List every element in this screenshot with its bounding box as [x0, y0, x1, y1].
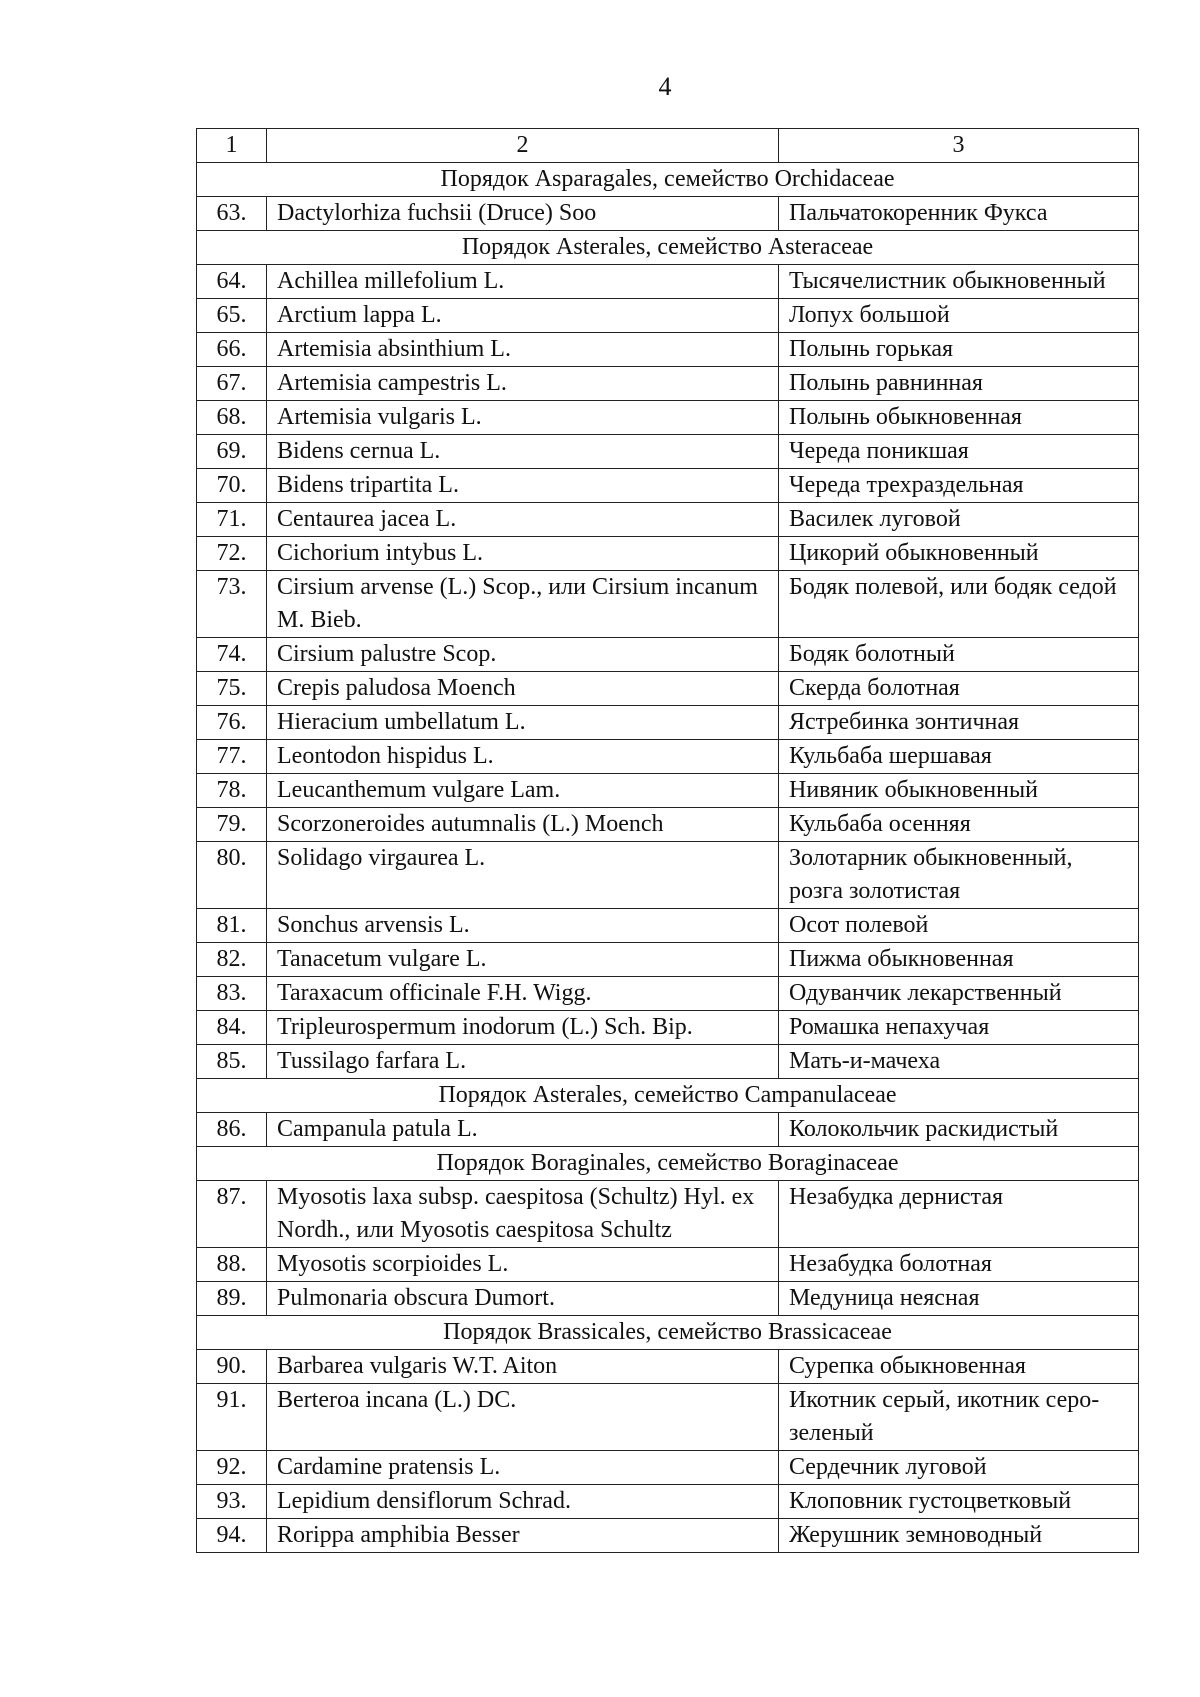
russian-name: Бодяк полевой, или бодяк седой	[779, 571, 1139, 638]
table-row	[197, 638, 1139, 672]
latin-name: Cirsium arvense (L.) Scop., или Cirsium incanum M. Bieb.	[267, 571, 779, 638]
row-number: 72.	[197, 537, 267, 571]
row-number: 63.	[197, 197, 267, 231]
russian-name: Василек луговой	[779, 503, 1139, 537]
row-number: 84.	[197, 1011, 267, 1045]
russian-name: Осот полевой	[779, 909, 1139, 943]
latin-name: Taraxacum officinale F.H. Wigg.	[267, 977, 779, 1011]
table-row	[197, 571, 1139, 638]
column-header-russian-name: 3	[779, 129, 1139, 163]
latin-name: Myosotis laxa subsp. caespitosa (Schultz) Hyl. ex Nordh., или Myosotis caespitosa Schultz	[267, 1181, 779, 1248]
latin-name: Cirsium palustre Scop.	[267, 638, 779, 672]
table-row	[197, 1350, 1139, 1384]
table-group-row	[197, 1147, 1139, 1181]
russian-name: Медуница неясная	[779, 1282, 1139, 1316]
row-number: 65.	[197, 299, 267, 333]
table-row	[197, 265, 1139, 299]
row-number: 80.	[197, 842, 267, 909]
russian-name: Тысячелистник обыкновенный	[779, 265, 1139, 299]
row-number: 66.	[197, 333, 267, 367]
row-number: 77.	[197, 740, 267, 774]
russian-name: Незабудка болотная	[779, 1248, 1139, 1282]
table-row	[197, 333, 1139, 367]
latin-name: Artemisia vulgaris L.	[267, 401, 779, 435]
latin-name: Centaurea jacea L.	[267, 503, 779, 537]
latin-name: Scorzoneroides autumnalis (L.) Moench	[267, 808, 779, 842]
table-row	[197, 706, 1139, 740]
row-number: 76.	[197, 706, 267, 740]
row-number: 83.	[197, 977, 267, 1011]
latin-name: Campanula patula L.	[267, 1113, 779, 1147]
russian-name: Одуванчик лекарственный	[779, 977, 1139, 1011]
latin-name: Barbarea vulgaris W.T. Aiton	[267, 1350, 779, 1384]
table-row	[197, 1451, 1139, 1485]
table-row	[197, 537, 1139, 571]
table-row	[197, 1011, 1139, 1045]
table-group-row	[197, 1316, 1139, 1350]
russian-name: Сурепка обыкновенная	[779, 1350, 1139, 1384]
species-table	[196, 128, 1139, 1553]
latin-name: Berteroa incana (L.) DC.	[267, 1384, 779, 1451]
table-row	[197, 1181, 1139, 1248]
row-number: 70.	[197, 469, 267, 503]
row-number: 81.	[197, 909, 267, 943]
row-number: 92.	[197, 1451, 267, 1485]
table-row	[197, 401, 1139, 435]
row-number: 74.	[197, 638, 267, 672]
russian-name: Икотник серый, икотник серо-зеленый	[779, 1384, 1139, 1451]
russian-name: Пижма обыкновенная	[779, 943, 1139, 977]
table-header-row	[197, 129, 1139, 163]
table-row	[197, 1384, 1139, 1451]
table-row	[197, 299, 1139, 333]
latin-name: Pulmonaria obscura Dumort.	[267, 1282, 779, 1316]
row-number: 78.	[197, 774, 267, 808]
russian-name: Лопух большой	[779, 299, 1139, 333]
latin-name: Leontodon hispidus L.	[267, 740, 779, 774]
russian-name: Череда трехраздельная	[779, 469, 1139, 503]
table-row	[197, 977, 1139, 1011]
row-number: 67.	[197, 367, 267, 401]
row-number: 73.	[197, 571, 267, 638]
row-number: 88.	[197, 1248, 267, 1282]
table-row	[197, 1282, 1139, 1316]
row-number: 87.	[197, 1181, 267, 1248]
latin-name: Leucanthemum vulgare Lam.	[267, 774, 779, 808]
latin-name: Myosotis scorpioides L.	[267, 1248, 779, 1282]
russian-name: Бодяк болотный	[779, 638, 1139, 672]
table-row	[197, 1113, 1139, 1147]
russian-name: Колокольчик раскидистый	[779, 1113, 1139, 1147]
table-row	[197, 435, 1139, 469]
table-row	[197, 1045, 1139, 1079]
page-number: 4	[658, 72, 672, 101]
latin-name: Artemisia absinthium L.	[267, 333, 779, 367]
group-heading: Порядок Asterales, семейство Campanulaceae	[197, 1079, 1139, 1113]
table-group-row	[197, 163, 1139, 197]
table-group-row	[197, 231, 1139, 265]
russian-name: Ястребинка зонтичная	[779, 706, 1139, 740]
latin-name: Achillea millefolium L.	[267, 265, 779, 299]
row-number: 89.	[197, 1282, 267, 1316]
row-number: 79.	[197, 808, 267, 842]
row-number: 90.	[197, 1350, 267, 1384]
russian-name: Ромашка непахучая	[779, 1011, 1139, 1045]
column-header-latin-name: 2	[267, 129, 779, 163]
table-row	[197, 808, 1139, 842]
latin-name: Sonchus arvensis L.	[267, 909, 779, 943]
latin-name: Dactylorhiza fuchsii (Druce) Soo	[267, 197, 779, 231]
column-header-number: 1	[197, 129, 267, 163]
row-number: 86.	[197, 1113, 267, 1147]
russian-name: Золотарник обыкновенный, розга золотистая	[779, 842, 1139, 909]
table-row	[197, 672, 1139, 706]
row-number: 68.	[197, 401, 267, 435]
row-number: 82.	[197, 943, 267, 977]
latin-name: Tussilago farfara L.	[267, 1045, 779, 1079]
group-heading: Порядок Asterales, семейство Asteraceae	[197, 231, 1139, 265]
table-row	[197, 740, 1139, 774]
latin-name: Tripleurospermum inodorum (L.) Sch. Bip.	[267, 1011, 779, 1045]
russian-name: Жерушник земноводный	[779, 1519, 1139, 1553]
table-row	[197, 367, 1139, 401]
latin-name: Artemisia campestris L.	[267, 367, 779, 401]
table-row	[197, 503, 1139, 537]
row-number: 93.	[197, 1485, 267, 1519]
table-row	[197, 1519, 1139, 1553]
row-number: 64.	[197, 265, 267, 299]
table-row	[197, 469, 1139, 503]
row-number: 75.	[197, 672, 267, 706]
table-row	[197, 909, 1139, 943]
russian-name: Полынь равнинная	[779, 367, 1139, 401]
russian-name: Полынь горькая	[779, 333, 1139, 367]
table-row	[197, 774, 1139, 808]
row-number: 94.	[197, 1519, 267, 1553]
latin-name: Crepis paludosa Moench	[267, 672, 779, 706]
russian-name: Череда поникшая	[779, 435, 1139, 469]
russian-name: Нивяник обыкновенный	[779, 774, 1139, 808]
latin-name: Bidens cernua L.	[267, 435, 779, 469]
latin-name: Rorippa amphibia Besser	[267, 1519, 779, 1553]
row-number: 69.	[197, 435, 267, 469]
russian-name: Пальчатокоренник Фукса	[779, 197, 1139, 231]
species-table-body	[197, 129, 1139, 1553]
row-number: 85.	[197, 1045, 267, 1079]
group-heading: Порядок Boraginales, семейство Boraginaceae	[197, 1147, 1139, 1181]
russian-name: Незабудка дернистая	[779, 1181, 1139, 1248]
latin-name: Hieracium umbellatum L.	[267, 706, 779, 740]
russian-name: Кульбаба осенняя	[779, 808, 1139, 842]
russian-name: Клоповник густоцветковый	[779, 1485, 1139, 1519]
group-heading: Порядок Brassicales, семейство Brassicaceae	[197, 1316, 1139, 1350]
latin-name: Solidago virgaurea L.	[267, 842, 779, 909]
latin-name: Tanacetum vulgare L.	[267, 943, 779, 977]
latin-name: Bidens tripartita L.	[267, 469, 779, 503]
russian-name: Скерда болотная	[779, 672, 1139, 706]
table-row	[197, 943, 1139, 977]
russian-name: Цикорий обыкновенный	[779, 537, 1139, 571]
latin-name: Lepidium densiflorum Schrad.	[267, 1485, 779, 1519]
russian-name: Сердечник луговой	[779, 1451, 1139, 1485]
group-heading: Порядок Asparagales, семейство Orchidaceae	[197, 163, 1139, 197]
table-row	[197, 842, 1139, 909]
table-row	[197, 1485, 1139, 1519]
latin-name: Arctium lappa L.	[267, 299, 779, 333]
table-row	[197, 1248, 1139, 1282]
latin-name: Cichorium intybus L.	[267, 537, 779, 571]
russian-name: Полынь обыкновенная	[779, 401, 1139, 435]
latin-name: Cardamine pratensis L.	[267, 1451, 779, 1485]
row-number: 91.	[197, 1384, 267, 1451]
row-number: 71.	[197, 503, 267, 537]
table-group-row	[197, 1079, 1139, 1113]
table-row	[197, 197, 1139, 231]
russian-name: Мать-и-мачеха	[779, 1045, 1139, 1079]
russian-name: Кульбаба шершавая	[779, 740, 1139, 774]
